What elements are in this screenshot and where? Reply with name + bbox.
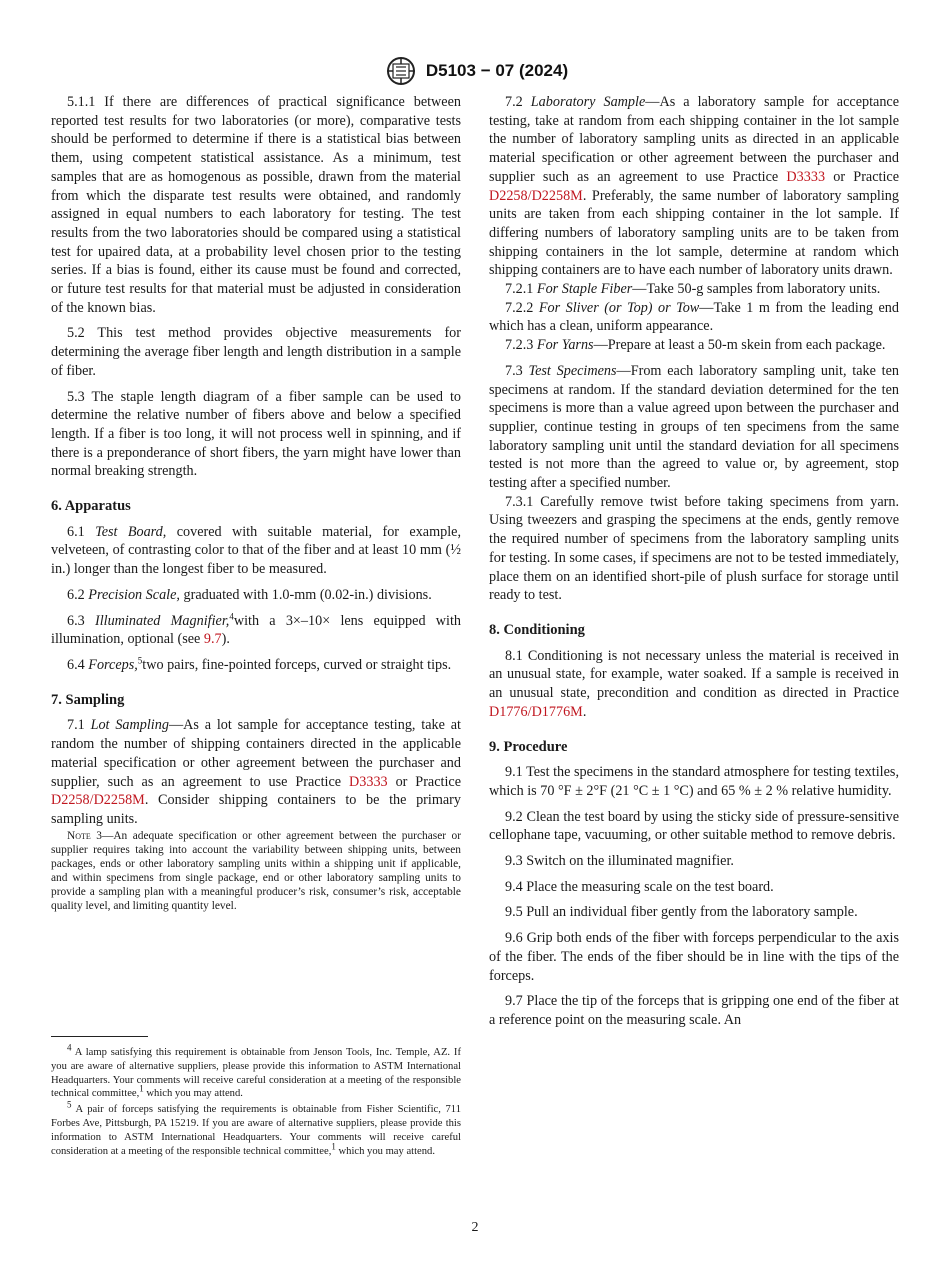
paragraph-6-2: [51, 586, 461, 605]
paragraph-7-2-3: [489, 336, 899, 355]
section-number: 6.3: [67, 612, 95, 629]
paragraph-text: ).: [221, 631, 230, 648]
section-number: 7.2.2: [505, 299, 539, 316]
paragraph-5-2: 5.2 This test method provides objective measurements for determining the average fiber length and length distribution in a sample of fiber.: [51, 325, 461, 379]
paragraph-text: —Prepare at least a 50-m skein from each package.: [593, 337, 886, 354]
term: Forceps,: [88, 656, 138, 673]
term: Lot Sampling: [90, 717, 169, 734]
paragraph-6-4: [51, 656, 461, 675]
astm-logo-icon: [382, 56, 420, 86]
paragraph-text: —Take 1 m from the leading end which has a clean, uniform appearance.: [489, 299, 899, 335]
paragraph-text: covered with suitable material, for example, velveteen, of contrasting color to that of the fiber and at least 10 mm (½ in.) longer than the longest fiber to be measured.: [51, 523, 461, 578]
footnote-marker: 1: [331, 1141, 336, 1152]
paragraph-7-2: [489, 93, 899, 280]
paragraph-text: 8.1 Conditioning is not necessary unless the material is received in an unusual state, for example, water soaked. If a sample is received in an unusual state, precondition and condition as directed in Practice: [489, 647, 899, 702]
paragraph-7-2-1: [489, 280, 899, 299]
left-column: [51, 93, 461, 920]
section-heading-apparatus: 6. Apparatus: [51, 498, 131, 515]
footnote-text: A lamp satisfying this requirement is obtainable from Jenson Tools, Inc. Temple, AZ. If you are aware of alternative suppliers, please provide this information to ASTM International Headquarters. Your comments will receive careful consideration at a meeting of the responsible technical committee,: [51, 1047, 461, 1100]
footnotes: [51, 1042, 461, 1160]
ref-link-d3333[interactable]: D3333: [349, 773, 388, 790]
paragraph-9-1: 9.1 Test the specimens in the standard atmosphere for testing textiles, which is 70 °F ± 2°F (21 °C ± 1 °C) and 65 % ± 2 % relative humidity.: [489, 764, 899, 799]
paragraph-7-3-1: 7.3.1 Carefully remove twist before taking specimens from yarn. Using tweezers and grasping the specimens at the ends, gently remove the required number of specimens from the laboratory sampling units for testing. In some cases, if specimens are not to be tested immediately, place them on an identified short-pile of plush surface for storage until ready to test.: [489, 493, 900, 604]
document-id: D5103 − 07 (2024): [425, 61, 569, 80]
paragraph-text: —Take 50-g samples from laboratory units.: [632, 281, 881, 298]
note-text: —An adequate specification or other agreement between the purchaser or supplier requires taking into account the variability between shipping units, between packages, ends or other laboratory sampling units within a shipping unit if applicable, and within specimens from single package, end or other laboratory sampling units to provide a sampling plan with a meaningful producer’s risk, consumer’s risk, acceptable quality level, and limiting quantity level.: [51, 829, 461, 913]
paragraph-text: graduated with 1.0-mm (0.02-in.) divisions.: [179, 586, 432, 603]
paragraph-7-1: [51, 716, 461, 828]
footnote-marker: 4: [229, 610, 234, 621]
paragraph-7-3: [489, 362, 899, 493]
paragraph-9-3: 9.3 Switch on the illuminated magnifier.: [505, 853, 734, 870]
section-heading-sampling: 7. Sampling: [51, 691, 125, 708]
note-label: Note: [67, 829, 91, 842]
paragraph-5-3: 5.3 The staple length diagram of a fiber sample can be used to determine the relative number of fibers above and below a specified length. If a fiber is too long, it will not process well in spinning, and if there is a preponderance of short fibers, the yarn might have lower than normal breaking strength.: [51, 388, 461, 480]
right-column: [489, 93, 899, 1037]
ref-link-9-7[interactable]: 9.7: [203, 631, 222, 648]
footnote-divider: [51, 1036, 148, 1037]
section-number: 7.2.1: [505, 281, 537, 298]
page-header: [0, 56, 950, 86]
footnote-4: [51, 1042, 461, 1101]
term: Laboratory Sample: [530, 94, 646, 110]
footnote-text: which you may attend.: [143, 1088, 243, 1100]
ref-link-d2258[interactable]: D2258/D2258M: [489, 187, 583, 204]
paragraph-9-4: 9.4 Place the measuring scale on the test board.: [505, 878, 774, 895]
section-number: 7.1: [67, 717, 91, 734]
section-number: 6.4: [67, 656, 89, 673]
footnote-marker: 1: [139, 1083, 144, 1094]
term: For Sliver (or Top) or Tow: [538, 299, 700, 316]
paragraph-text: or Practice: [387, 773, 461, 790]
term: Test Specimens: [528, 362, 617, 379]
paragraph-5-1-1: 5.1.1 If there are differences of practical significance between reported test results for two laboratories (or more), comparative tests should be performed to determine if there is a statistical bias between them, using competent statistical assistance. As a minimum, test samples that are as homogenous as possible, drawn from the material from which the disparate test results were obtained, and randomly assigned in equal numbers to each laboratory for testing. The test results from the two laboratories should be compared using a statistical test for upaired data, at a probability level chosen prior to the testing series. If a bias is found, either its cause must be found and corrected, or future test results for that material must be adjusted in consideration of the known bias.: [51, 94, 461, 316]
section-number: 7.3: [505, 362, 529, 379]
term: Test Board,: [95, 523, 167, 540]
paragraph-text: . Consider shipping containers to be the primary sampling units.: [51, 792, 461, 827]
page-number: 2: [471, 1220, 479, 1235]
section-heading-conditioning: 8. Conditioning: [489, 621, 585, 638]
paragraph-9-2: 9.2 Clean the test board by using the sticky side of pressure-sensitive cellophane tape, vacuuming, or other suitable method to remove debris.: [489, 808, 899, 844]
paragraph-7-2-2: [489, 299, 899, 336]
paragraph-text: . Preferably, the same number of laboratory sampling units are taken from each shipping container in the lot sample. If differing numbers of laboratory sampling units are to be taken from shipping containers in the lot sample, determine at random which shipping containers are to have each number of laboratory units drawn.: [489, 187, 899, 279]
section-number: 7.2: [505, 94, 531, 110]
note-number: 3: [90, 829, 102, 842]
paragraph-9-7: 9.7 Place the tip of the forceps that is gripping one end of the fiber at a reference point on the measuring scale. An: [489, 993, 899, 1028]
paragraph-text: with a 3×–10× lens equipped with illumination, optional (see: [51, 612, 461, 648]
term: For Yarns: [536, 337, 594, 354]
section-number: 6.2: [67, 586, 89, 603]
ref-link-d3333[interactable]: D3333: [786, 168, 826, 185]
footnote-marker: 4: [67, 1042, 72, 1053]
footnote-5: [51, 1099, 461, 1158]
footnote-marker: 5: [67, 1099, 72, 1110]
paragraph-8-1: [489, 647, 899, 722]
footnote-marker: 5: [137, 655, 143, 666]
ref-link-d1776[interactable]: D1776/D1776M: [489, 703, 583, 720]
note-3: [51, 829, 461, 914]
paragraph-text: —As a laboratory sample for acceptance testing, take at random from each shipping container in the lot sample the number of laboratory sampling units as directed in an applicable material specification or other agreement between the purchaser and supplier such as an agreement to use Practice: [489, 94, 900, 185]
section-heading-procedure: 9. Procedure: [489, 738, 568, 755]
term: Precision Scale,: [88, 586, 180, 603]
term: Illuminated Magnifier,: [94, 612, 230, 629]
term: For Staple Fiber: [536, 281, 633, 298]
paragraph-text: —As a lot sample for acceptance testing, take at random the number of shipping containers directed in the applicable material specification or other agreement between the purchaser and supplier, such as an agreement to use Practice: [51, 717, 462, 790]
paragraph-6-3: [51, 612, 461, 649]
footnote-text: which you may attend.: [335, 1145, 435, 1157]
paragraph-text: two pairs, fine-pointed forceps, curved or straight tips.: [142, 656, 452, 673]
footnote-text: A pair of forceps satisfying the requirements is obtainable from Fisher Scientific, 711 Forbes Ave, Pittsburgh, PA 15219. If you are aware of alternative suppliers, please provide this information to ASTM International Headquarters. Your comments will receive careful consideration at a meeting of the responsible technical committee,: [51, 1104, 461, 1157]
ref-link-d2258[interactable]: D2258/D2258M: [51, 792, 145, 809]
paragraph-9-6: 9.6 Grip both ends of the fiber with forceps perpendicular to the axis of the fiber. The ends of the fiber should be in line with the tips of the forceps.: [489, 930, 899, 984]
paragraph-9-5: 9.5 Pull an individual fiber gently from the laboratory sample.: [505, 904, 858, 921]
paragraph-text: or Practice: [825, 168, 899, 185]
paragraph-6-1: [51, 523, 461, 579]
paragraph-text: —From each laboratory sampling unit, take ten specimens at random. If the standard deviation determined for the ten specimens is more than a value agreed upon between the purchaser and supplier, continue testing in groups of ten specimens from the same laboratory sampling unit until the standard deviation for all specimens tested is not more than the agreed to value or, by agreement, stop testing after a specified number.: [489, 362, 900, 492]
paragraph-text: .: [582, 703, 587, 720]
section-number: 7.2.3: [505, 337, 537, 354]
section-number: 6.1: [67, 523, 96, 540]
